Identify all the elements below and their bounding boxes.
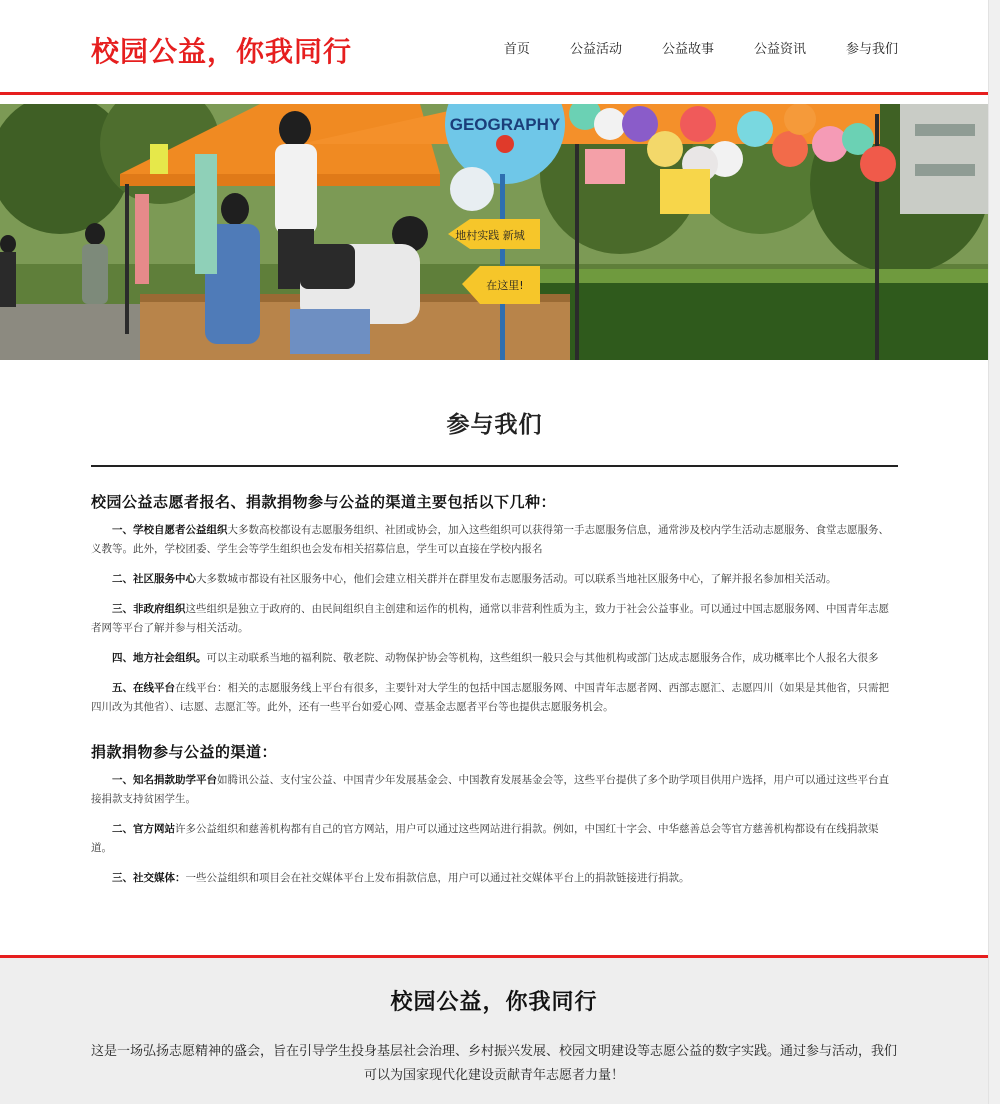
nav-item-activities[interactable]: 公益活动 (569, 42, 622, 57)
channel-item (91, 679, 898, 717)
footer-title: 校园公益，你我同行 (390, 990, 598, 1015)
donation-item-label: 一、知名捐款助学平台 (112, 774, 217, 786)
channel-item-text: 可以主动联系当地的福利院、敬老院、动物保护协会等机构，这些组织一般只会与其他机构或部门达成志愿服务合作，成功概率比个人报名大很多 (206, 652, 879, 664)
site-logo[interactable]: 校园公益，你我同行 (91, 35, 353, 68)
channel-item-text: 大多数城市都设有社区服务中心，他们会建立相关群并在群里发布志愿服务活动。可以联系当地社区服务中心，了解并报名参加相关活动。 (196, 573, 837, 585)
channel-item (91, 600, 898, 638)
hero-banner-image (0, 104, 988, 360)
channel-item-label: 一、学校自愿者公益组织 (112, 524, 228, 536)
arrow-sign-2-text: 在这里! (486, 279, 524, 292)
channel-item-label: 三、非政府组织 (112, 603, 186, 615)
donation-item (91, 771, 898, 809)
channel-item-text: 这些组织是独立于政府的、由民间组织自主创建和运作的机构，通常以非营利性质为主，致力于社会公益事业。可以通过中国志愿服务网、中国青年志愿者网等平台了解并参与相关活动。 (91, 603, 889, 634)
nav-item-join-us[interactable]: 参与我们 (845, 42, 898, 57)
channel-item (91, 649, 898, 668)
channel-item-text: 大多数高校都设有志愿服务组织、社团或协会，加入这些组织可以获得第一手志愿服务信息，通常涉及校内学生活动志愿服务、食堂志愿服务、义教等。此外，学校团委、学生会等学生组织也会发布相关招募信息，学生可以直接在学校内报名 (91, 524, 889, 555)
donation-item-label: 三、社交媒体： (112, 872, 186, 884)
main-content (91, 360, 898, 888)
donation-item-label: 二、官方网站 (112, 823, 175, 835)
volunteer-channels-heading: 校园公益志愿者报名、捐款捐物参与公益的渠道主要包括以下几种： (91, 493, 557, 511)
channel-item (91, 570, 898, 589)
donation-item-text: 许多公益组织和慈善机构都有自己的官方网站，用户可以通过这些网站进行捐款。例如，中国红十字会、中华慈善总会等官方慈善机构都设有在线捐款渠道。 (91, 823, 879, 854)
site-footer (0, 955, 988, 1104)
channel-item-label: 五、在线平台 (112, 682, 175, 694)
arrow-sign-1-text: 地村实践 新城 (455, 229, 525, 242)
footer-description: 这是一场弘扬志愿精神的盛会，旨在引导学生投身基层社会治理、乡村振兴发展、校园文明建设等志愿公益的数字实践。通过参与活动，我们可以为国家现代化建设贡献青年志愿者力量！ (90, 1044, 897, 1083)
main-nav (504, 38, 898, 57)
donation-item (91, 820, 898, 858)
nav-item-news[interactable]: 公益资讯 (753, 42, 806, 57)
donation-channels-heading: 捐款捐物参与公益的渠道： (91, 743, 278, 761)
donation-item-text: 一些公益组织和项目会在社交媒体平台上发布捐款信息，用户可以通过社交媒体平台上的捐款链接进行捐款。 (185, 872, 690, 884)
channel-item (91, 521, 898, 559)
vertical-scrollbar[interactable] (988, 0, 1000, 1104)
channel-item-text: 在线平台：相关的志愿服务线上平台有很多，主要针对大学生的包括中国志愿服务网、中国青年志愿者网、西部志愿汇、志愿四川（如果是其他省，只需把四川改为其他省）、i志愿、志愿汇等。此外，还有一些平台如爱心网、壹基金志愿者平台等也提供志愿服务机会。 (91, 682, 889, 713)
title-divider (91, 465, 898, 467)
page-title: 参与我们 (446, 412, 543, 438)
nav-item-home[interactable]: 首页 (503, 42, 530, 57)
site-header (0, 0, 988, 95)
channel-item-label: 二、社区服务中心 (112, 573, 196, 585)
banner-photo (0, 104, 988, 360)
nav-item-stories[interactable]: 公益故事 (661, 42, 714, 57)
geography-sign-text: GEOGRAPHY (449, 115, 561, 134)
channel-item-label: 四、地方社会组织。 (112, 652, 207, 664)
donation-item-text: 如腾讯公益、支付宝公益、中国青少年发展基金会、中国教育发展基金会等，这些平台提供了多个助学项目供用户选择，用户可以通过这些平台直接捐款支持贫困学生。 (91, 774, 889, 805)
donation-item (91, 869, 898, 888)
